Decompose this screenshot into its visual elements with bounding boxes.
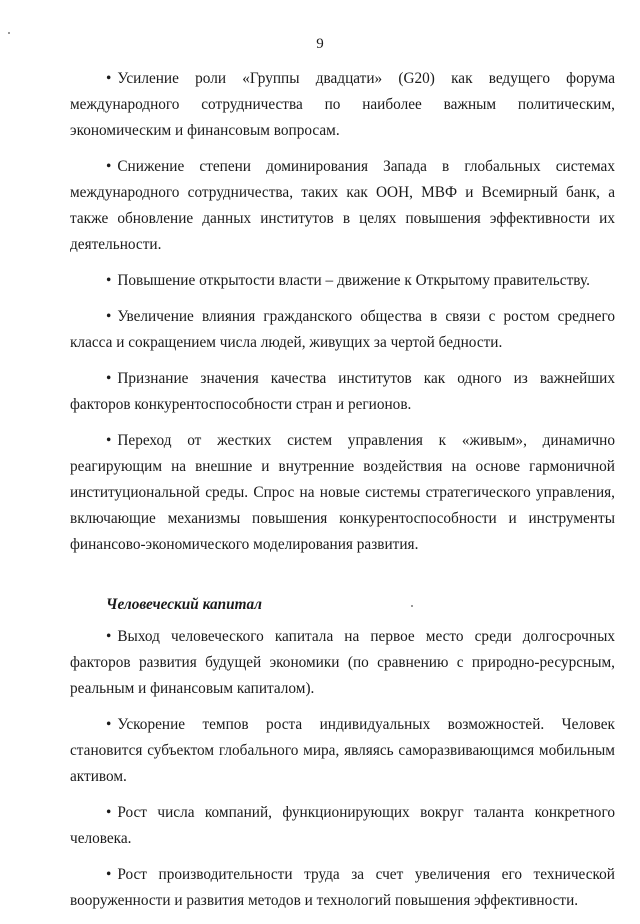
bullet-icon: •: [106, 272, 112, 289]
section-heading: Человеческий капитал: [106, 596, 263, 613]
list-item: [70, 154, 615, 258]
list-item: [70, 800, 615, 852]
list-item: [70, 624, 615, 702]
list-item-text: Ускорение темпов роста индивидуальных возможностей. Человек становится субъектом глобального мира, являясь саморазвивающимся мобильным активом.: [70, 716, 615, 785]
list-item: [70, 268, 615, 294]
list-item: [70, 366, 615, 418]
bullet-icon: •: [106, 370, 112, 387]
list-item-text: Увеличение влияния гражданского общества в связи с ростом среднего класса и сокращением числа людей, живущих за чертой бедности.: [70, 308, 615, 351]
list-item: [70, 304, 615, 356]
bullet-icon: •: [106, 158, 112, 175]
list-item-text: Усиление роли «Группы двадцати» (G20) как ведущего форума международного сотрудничества по наиболее важным политическим, экономическим и финансовым вопросам.: [70, 70, 615, 139]
bullet-icon: •: [106, 804, 112, 821]
scan-speck: [8, 32, 10, 34]
page-number: 9: [316, 36, 324, 52]
bullet-icon: •: [106, 716, 112, 733]
bullet-icon: •: [106, 308, 112, 325]
list-item-text: Рост производительности труда за счет увеличения его технической вооруженности и развития методов и технологий повышения эффективности.: [70, 866, 615, 909]
list-item: [70, 428, 615, 558]
bullet-icon: •: [106, 866, 112, 883]
list-item-text: Рост числа компаний, функционирующих вокруг таланта конкретного человека.: [70, 804, 615, 847]
list-item: [70, 712, 615, 790]
list-item: [70, 862, 615, 914]
list-item-text: Переход от жестких систем управления к «живым», динамично реагирующим на внешние и внутренние воздействия на основе гармоничной институциональной среды. Спрос на новые системы стратегического управления, включающие механизмы повышения конкурентоспособности и инструменты финансово-экономического моделирования развития.: [70, 432, 615, 553]
list-item-text: Выход человеческого капитала на первое место среди долгосрочных факторов развития будущей экономики (по сравнению с природно-ресурсным, реальным и финансовым капиталом).: [70, 628, 615, 697]
document-body: [70, 66, 615, 924]
list-item-text: Признание значения качества институтов как одного из важнейших факторов конкурентоспособности стран и регионов.: [70, 370, 615, 413]
bullet-icon: •: [106, 432, 112, 449]
bullet-icon: •: [106, 70, 112, 87]
scan-speck: [411, 605, 413, 607]
list-item-text: Снижение степени доминирования Запада в глобальных системах международного сотрудничества, таких как ООН, МВФ и Всемирный банк, а также обновление данных институтов в целях повышения эффективности их деятельности.: [70, 158, 615, 253]
list-item: [70, 66, 615, 144]
list-item-text: Повышение открытости власти – движение к Открытому правительству.: [117, 272, 590, 289]
bullet-icon: •: [106, 628, 112, 645]
